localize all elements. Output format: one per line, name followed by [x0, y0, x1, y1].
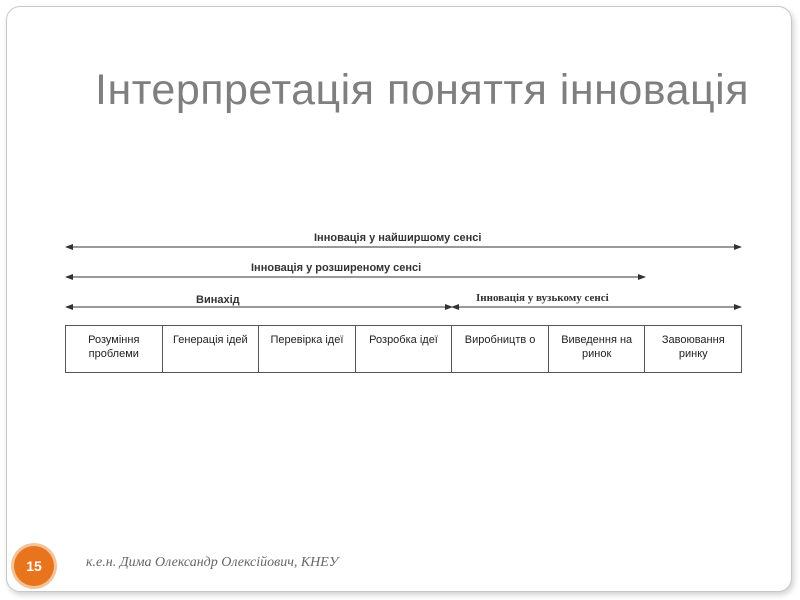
label-broadest-sense: Інновація у найширшому сенсі: [314, 232, 482, 244]
slide-title: Інтерпретація поняття інновація: [95, 66, 750, 114]
label-invention: Винахід: [196, 294, 240, 306]
label-narrow-sense: Інновація у вузькому сенсі: [476, 292, 609, 304]
stage-cell: Розуміння проблеми: [66, 326, 163, 372]
label-extended-sense: Інновація у розширеному сенсі: [251, 262, 422, 274]
innovation-stages-table: [65, 325, 742, 373]
page-number-badge: 15: [14, 546, 54, 586]
stage-cell: Перевірка ідеї: [259, 326, 356, 372]
stage-cell: Виведення на ринок: [549, 326, 646, 372]
stage-cell: Розробка ідеї: [356, 326, 453, 372]
stage-cell: Завоювання ринку: [661, 334, 725, 360]
stage-cell: Виробництв о: [452, 326, 549, 372]
slide-footer-author: к.е.н. Дима Олександр Олексійович, КНЕУ: [86, 555, 339, 570]
stage-cell: Генерація ідей: [163, 326, 260, 372]
